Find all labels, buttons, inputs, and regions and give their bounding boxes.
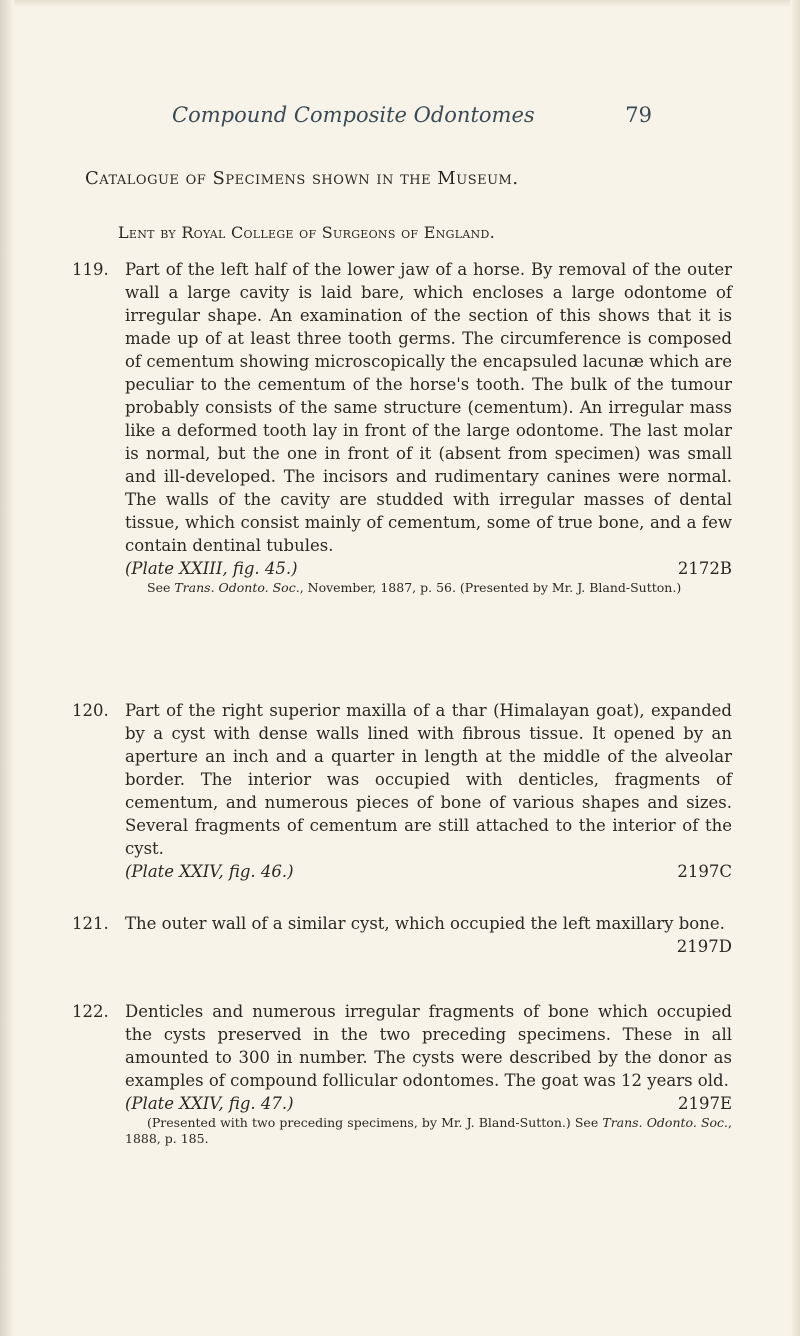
entry-body — [125, 1000, 732, 1147]
note-rest: , 1888, p. 185. — [125, 1115, 732, 1146]
plate-reference: (Plate XXIV, fig. 46.) — [125, 862, 294, 881]
running-head — [172, 103, 652, 135]
entry-text: Part of the right superior maxilla of a thar (Himalayan goat), expanded by a cyst with dense walls lined with fibrous tissue. It opened by an aperture an inch and a quarter in length at the middle of the alveolar border. The interior was occupied with denticles, fragments of cementum, and numerous pieces of bone of various shapes and sizes. Several fragments of cementum are still attached to the interior of the cyst. — [125, 701, 732, 858]
plate-reference-line — [125, 935, 732, 958]
page-number: 79 — [625, 103, 652, 127]
entry-body — [125, 258, 732, 596]
note-prefix: See — [147, 580, 171, 595]
specimen-number: 2172B — [677, 559, 732, 578]
catalogue-heading: Catalogue of Specimens shown in the Museum. — [85, 168, 519, 189]
entry-note — [125, 1115, 732, 1147]
page-edge-right — [790, 0, 800, 1336]
entry-body — [125, 699, 732, 883]
note-rest: , November, 1887, p. 56. (Presented by Mr. J. Bland-Sutton.) — [299, 580, 682, 595]
specimen-number: 2197C — [677, 862, 732, 881]
page-edge-top — [0, 0, 800, 8]
entry-number: 120. — [72, 701, 109, 720]
entry-number: 122. — [72, 1002, 109, 1021]
entry-text: Part of the left half of the lower jaw of a horse. By removal of the outer wall a large cavity is laid bare, which encloses a large odontome of irregular shape. An examination of the section of this shows that it is made up of at least three tooth germs. The circumference is composed of cementum showing microscopically the encapsuled lacunæ which are peculiar to the cementum of the horse's tooth. The bulk of the tumour probably consists of the same structure (cementum). An irregular mass like a deformed tooth lay in front of the large odontome. The last molar is normal, but the one in front of it (absent from specimen) was small and ill-developed. The incisors and rudimentary canines were normal. The walls of the cavity are studded with irregular masses of dental tissue, which consist mainly of cementum, some of true bone, and a few contain dentinal tubules. — [125, 260, 732, 555]
specimen-number: 2197D — [676, 937, 732, 956]
plate-reference: (Plate XXIV, fig. 47.) — [125, 1094, 294, 1113]
entry-body — [125, 912, 732, 958]
lent-line: Lent by Royal College of Surgeons of England. — [118, 223, 495, 242]
plate-reference-line — [125, 1092, 732, 1115]
plate-reference-line — [125, 557, 732, 580]
entry-note — [125, 580, 732, 596]
note-journal: Trans. Odonto. Soc. — [602, 1115, 729, 1130]
page-edge-left — [0, 0, 14, 1336]
entry-number: 119. — [72, 260, 109, 279]
specimen-number: 2197E — [677, 1094, 732, 1113]
note-prefix: (Presented with two preceding specimens, by Mr. J. Bland-Sutton.) See — [147, 1115, 599, 1130]
plate-reference: (Plate XXIII, fig. 45.) — [125, 559, 298, 578]
plate-reference-line — [125, 860, 732, 883]
note-journal: Trans. Odonto. Soc. — [174, 580, 300, 595]
entry-text: Denticles and numerous irregular fragments of bone which occupied the cysts preserved in the two preceding specimens. These in all amounted to 300 in number. The cysts were described by the donor as examples of compound follicular odontomes. The goat was 12 years old. — [125, 1002, 732, 1090]
entry-number: 121. — [72, 914, 109, 933]
entry-text: The outer wall of a similar cyst, which occupied the left maxillary bone. — [125, 914, 725, 933]
running-head-title: Compound Composite Odontomes — [172, 103, 535, 127]
